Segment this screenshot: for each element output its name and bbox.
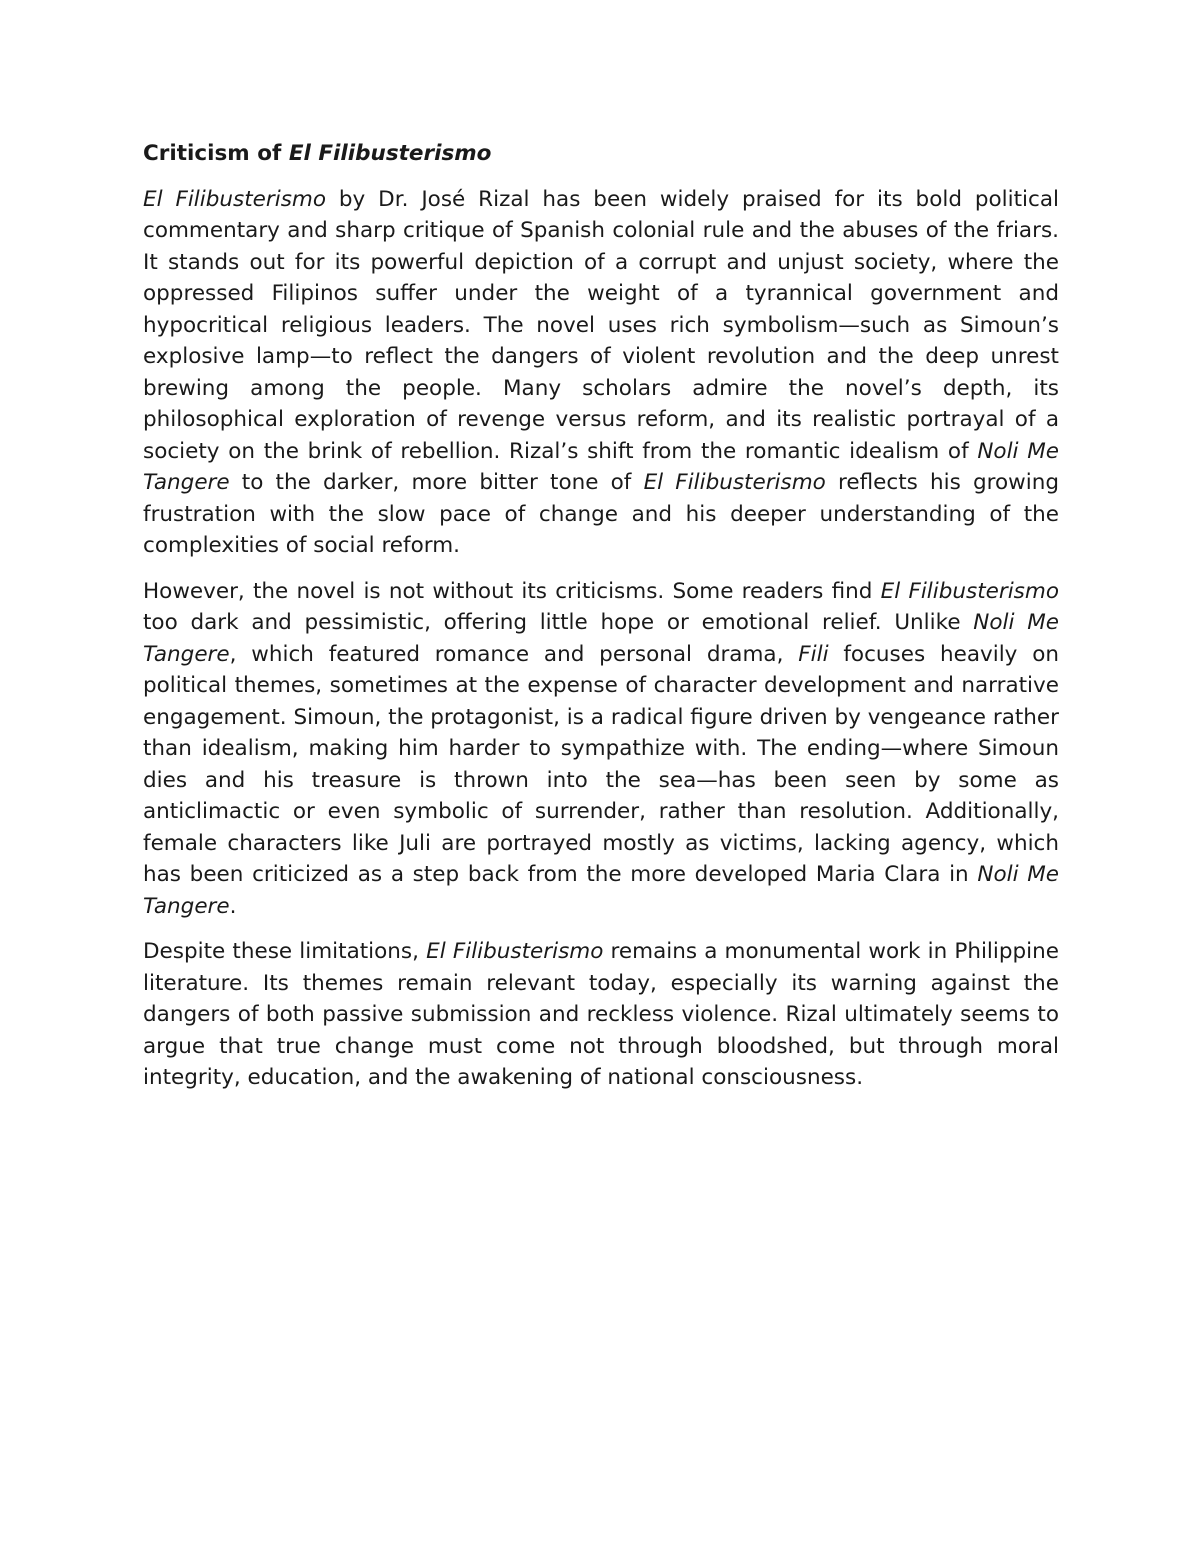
text-run: by Dr. José Rizal has been widely praised for its bold political commentary and sharp critique of Spanish colonial rule and the abuses of the friars. It stands out for its powerful depiction of a corrupt and unjust society, where the oppressed Filipinos suffer under the weight of a tyrannical government and hypocritical religious leaders. The novel uses rich symbolism—such as Simoun’s explosive lamp—to reflect the dangers of violent revolution and the deep unrest brewing among the people. Many scholars admire the novel’s depth, its philosophical exploration of revenge versus reform, and its realistic portrayal of a society on the brink of rebellion. Rizal’s shift from the romantic idealism of xyxy=(143,186,1059,464)
text-run: . xyxy=(229,893,237,919)
text-run: reflects his growing frustration with the slow pace of change and his deeper understanding of the complexities of social reform. xyxy=(143,470,1059,558)
text-run: focuses heavily on political themes, sometimes at the expense of character development and narrative engagement. Simoun, the protagonist, is a radical figure driven by vengeance rather than idealism, making him harder to sympathize with. The ending—where Simoun dies and his treasure is thrown into the sea—has been seen by some as anticlimactic or even symbolic of surrender, rather than resolution. Additionally, female characters like Juli are portrayed mostly as victims, lacking agency, which has been criticized as a step back from the more developed Maria Clara in xyxy=(143,641,1059,887)
italic-text: Fili xyxy=(798,641,829,667)
italic-text: El Filibusterismo xyxy=(880,578,1059,604)
italic-text: El Filibusterismo xyxy=(143,186,326,212)
text-run: , which featured romance and personal drama, xyxy=(229,641,799,667)
body-paragraph xyxy=(143,936,1059,1094)
text-run: However, the novel is not without its criticisms. Some readers find xyxy=(143,578,881,604)
body-paragraph xyxy=(143,576,1059,923)
body-paragraph xyxy=(143,184,1059,562)
italic-text: Noli Me Tangere xyxy=(143,438,1059,495)
title-italic: El Filibusterismo xyxy=(288,141,492,166)
text-run: Despite these limitations, xyxy=(143,939,427,964)
italic-text: El Filibusterismo xyxy=(643,470,826,495)
text-run: remains a monumental work in Philippine literature. Its themes remain relevant today, especially its warning against the dangers of both passive submission and reckless violence. Rizal ultimately seems to argue that true change must come not through bloodshed, but through moral integrity, education, and the awakening of national consciousness. xyxy=(143,939,1059,1090)
text-run: to the darker, more bitter tone of xyxy=(229,470,644,495)
italic-text: Noli Me Tangere xyxy=(143,862,1059,919)
document-title xyxy=(143,138,1059,170)
document-body xyxy=(143,138,1059,1108)
italic-text: El Filibusterismo xyxy=(426,939,604,964)
italic-text: Noli Me Tangere xyxy=(143,610,1059,667)
paragraphs-container xyxy=(143,184,1059,1094)
text-run: too dark and pessimistic, offering little hope or emotional relief. Unlike xyxy=(143,610,974,635)
title-prefix: Criticism of xyxy=(143,141,289,166)
